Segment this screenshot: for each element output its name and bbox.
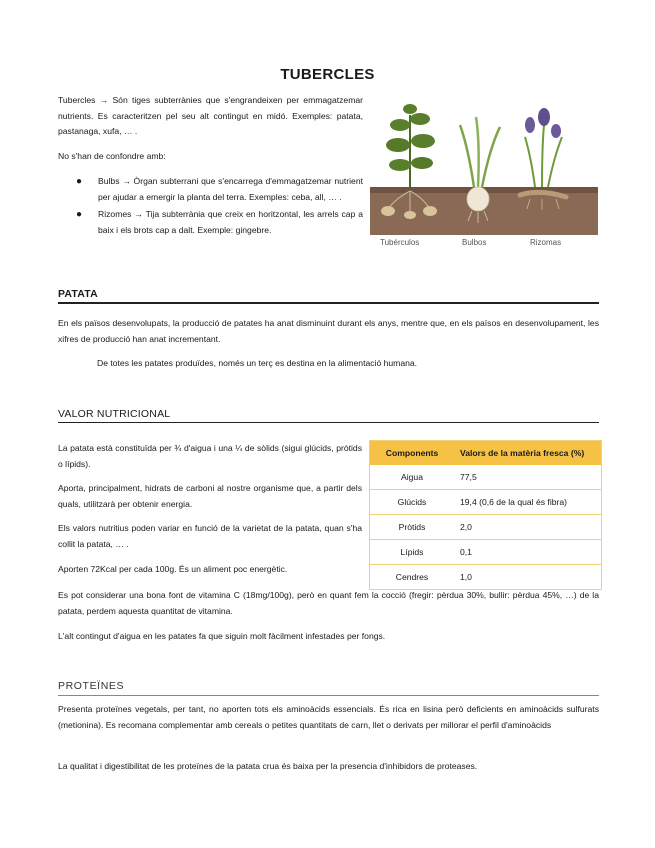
tuber-label: Tubérculos bbox=[380, 238, 420, 247]
table-row: Lípids 0,1 bbox=[370, 540, 602, 565]
section-heading-patata: PATATA bbox=[58, 288, 98, 300]
table-header: Valors de la matèria fresca (%) bbox=[454, 441, 602, 466]
table-header: Components bbox=[370, 441, 455, 466]
list-item: ● Bulbs → Òrgan subterrani que s'encarrega d'emmagatzemar nutrient per ajudar a emergir la planta del terra. Exemples: ceba, all, … . bbox=[76, 176, 363, 202]
patata-paragraph: En els països desenvolupats, la producció de patates ha anat disminuint durant els anys, mentre que, en els països en desenvolupament, les xifres de producció han anat incrementant. bbox=[58, 318, 599, 344]
table-row: Glúcids 19,4 (0,6 de la qual és fibra) bbox=[370, 490, 602, 515]
valor-paragraph-1: La patata està constituïda per ¾ d'aigua i una ¼ de sòlids (sigui glúcids, pròtids o lípids). bbox=[58, 443, 362, 469]
valor-paragraph-2: Aporta, principalment, hidrats de carboni al nostre organisme que, a partir dels quals, utilitzarà per obtenir energia. bbox=[58, 483, 362, 509]
section-divider bbox=[58, 695, 599, 696]
table-row: Aigua 77,5 bbox=[370, 465, 602, 490]
proteines-paragraph-1: Presenta proteïnes vegetals, per tant, no aporten tots els aminoàcids essencials. És rica en lisina però deficients en aminoàcids sulfurats (metionina). Es recomana complementar amb cereals o petites quantitats de carn, llet o derivats per millorar el perfil d'aminoàcids bbox=[58, 704, 599, 730]
proteines-paragraph-2: La qualitat i digestibilitat de les proteïnes de la patata crua és baixa per la presencia d'inhibidors de proteases. bbox=[58, 761, 478, 771]
valor-paragraph-3: Els valors nutritius poden variar en funció de la varietat de la patata, quan s'ha collit la patata, … . bbox=[58, 523, 362, 549]
intro-paragraph: Tubercles → Són tiges subterrànies que s'engrandeixen per emmagatzemar nutrients. Es caracteritzen pel seu alt contingut en midó. Exemples: patata, pastanaga, xufa, … . bbox=[58, 95, 363, 136]
bulb-label: Bulbos bbox=[462, 238, 487, 247]
intro-note: No s'han de confondre amb: bbox=[58, 151, 166, 161]
bullet-icon: ● bbox=[76, 209, 83, 220]
list-item: ● Rizomes → Tija subterrània que creix en horitzontal, les arrels cap a baix i els brots cap a dalt. Exemple: gingebre. bbox=[76, 209, 363, 235]
distinction-list bbox=[58, 174, 363, 240]
section-divider bbox=[58, 302, 599, 304]
page-title: TUBERCLES bbox=[280, 66, 375, 83]
nutrition-table bbox=[369, 440, 602, 590]
table-header-row bbox=[370, 441, 602, 466]
bullet-icon: ● bbox=[76, 176, 83, 187]
rhizome-label: Rizomas bbox=[530, 238, 562, 247]
section-heading-proteines: PROTEÏNES bbox=[58, 680, 125, 692]
table-row: Cendres 1,0 bbox=[370, 565, 602, 590]
table-row: Pròtids 2,0 bbox=[370, 515, 602, 540]
patata-note: De totes les patates produïdes, només un terç es destina en la alimentació humana. bbox=[97, 358, 418, 368]
plant-types-illustration bbox=[370, 95, 598, 250]
valor-paragraph-5: Es pot considerar una bona font de vitamina C (18mg/100g), però en quant fem la cocció (fregir: pèrdua 30%, bullir: pèrdua 45%, …) de la patata, perdem aquesta quantitat de vitamina. bbox=[58, 590, 599, 616]
section-heading-valor: VALOR NUTRICIONAL bbox=[58, 408, 171, 420]
valor-paragraph-4: Aporten 72Kcal per cada 100g. És un aliment poc energètic. bbox=[58, 564, 288, 574]
section-divider bbox=[58, 422, 599, 423]
rhizome-plant-icon bbox=[520, 108, 566, 210]
valor-paragraph-6: L'alt contingut d'aigua en les patates fa que siguin molt fàcilment infestades per fongs. bbox=[58, 631, 386, 641]
